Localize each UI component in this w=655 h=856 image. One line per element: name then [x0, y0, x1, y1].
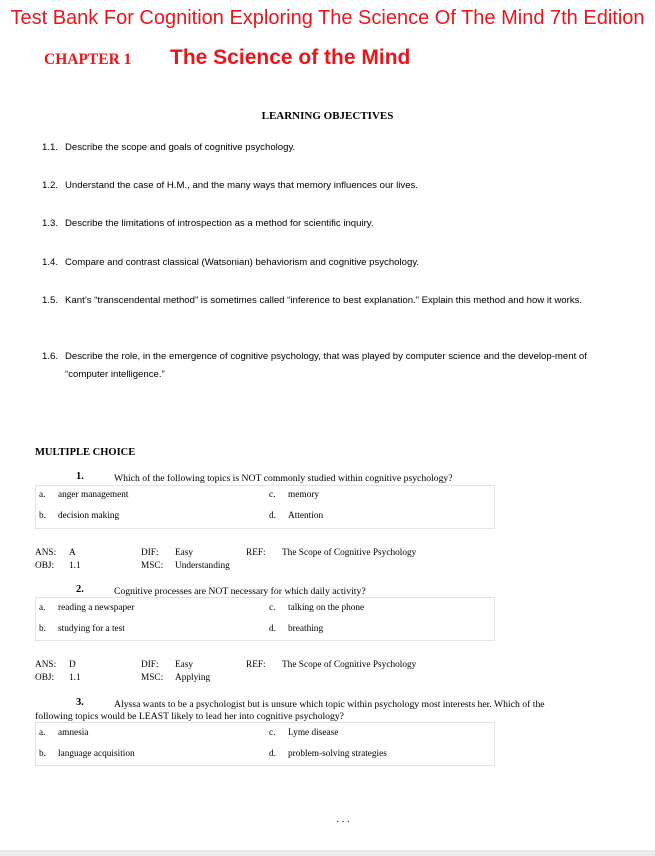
objective-item — [42, 215, 622, 233]
option-text: amnesia — [58, 728, 89, 738]
chapter-label: CHAPTER 1 — [44, 51, 132, 68]
option-letter: a. — [39, 490, 46, 500]
question-text: Cognitive processes are NOT necessary for which daily activity? — [114, 586, 366, 597]
question-text: Which of the following topics is NOT commonly studied within cognitive psychology? — [114, 473, 453, 484]
reference-label: REF: — [246, 660, 266, 670]
msc-value: Understanding — [175, 561, 230, 571]
reference-value: The Scope of Cognitive Psychology — [282, 548, 417, 558]
objective-text: Kant’s “transcendental method” is sometimes called “inference to best explanation.” Explain this method and how it works. — [65, 295, 583, 306]
objective-label: OBJ: — [35, 561, 55, 571]
objective-number: 1.1. — [42, 142, 59, 153]
objective-text: Describe the role, in the emergence of cognitive psychology, that was played by computer science and the develop-ment of “computer intelligence.” — [65, 351, 587, 380]
option-letter: a. — [39, 728, 46, 738]
objective-item — [42, 139, 622, 157]
difficulty-label: DIF: — [141, 660, 159, 670]
learning-objectives-heading: LEARNING OBJECTIVES — [261, 110, 394, 122]
objective-number: 1.4. — [42, 257, 59, 268]
msc-label: MSC: — [141, 561, 164, 571]
option-letter: d. — [269, 511, 276, 521]
objective-item — [42, 177, 622, 195]
objective-number: 1.5. — [42, 295, 59, 306]
difficulty-value: Easy — [175, 548, 194, 558]
answer-label: ANS: — [35, 660, 57, 670]
objective-number: 1.6. — [42, 351, 59, 362]
msc-label: MSC: — [141, 673, 164, 683]
answer-value: D — [69, 660, 76, 670]
option-text: studying for a test — [58, 624, 125, 634]
option-text: decision making — [58, 511, 120, 521]
objective-number: 1.3. — [42, 218, 59, 229]
msc-value: Applying — [175, 673, 211, 683]
option-letter: c. — [269, 490, 276, 500]
objective-number: 1.2. — [42, 180, 59, 191]
objective-item — [42, 348, 622, 384]
question-text-line-2: following topics would be LEAST likely to lead her into cognitive psychology? — [35, 711, 344, 722]
objective-value: 1.1 — [69, 673, 81, 683]
option-letter: b. — [39, 511, 46, 521]
option-letter: b. — [39, 624, 46, 634]
option-text: Lyme disease — [288, 728, 339, 738]
document-banner-title: Test Bank For Cognition Exploring The Science Of The Mind 7th Edition — [10, 7, 645, 29]
option-text: talking on the phone — [288, 603, 365, 613]
objective-item — [42, 292, 622, 310]
option-letter: a. — [39, 603, 46, 613]
option-text: reading a newspaper — [58, 603, 135, 613]
option-text: Attention — [288, 511, 324, 521]
question-number: 2. — [76, 584, 84, 595]
chapter-title: The Science of the Mind — [170, 46, 411, 69]
multiple-choice-heading: MULTIPLE CHOICE — [35, 447, 136, 458]
reference-value: The Scope of Cognitive Psychology — [282, 660, 417, 670]
option-letter: d. — [269, 624, 276, 634]
objective-text: Understand the case of H.M., and the many ways that memory influences our lives. — [65, 180, 419, 191]
option-text: breathing — [288, 624, 324, 634]
answer-label: ANS: — [35, 548, 57, 558]
page-number-fragment-decoration: · · · — [336, 817, 350, 828]
difficulty-label: DIF: — [141, 548, 159, 558]
question-text-line-1: Alyssa wants to be a psychologist but is unsure which topic within psychology most interests her. Which of the — [114, 699, 545, 710]
question-number: 1. — [76, 471, 84, 482]
question-number: 3. — [76, 697, 84, 708]
option-text: language acquisition — [58, 749, 135, 759]
option-letter: d. — [269, 749, 276, 759]
option-letter: b. — [39, 749, 46, 759]
option-text: anger management — [58, 490, 129, 500]
options-box — [35, 722, 495, 766]
objective-text: Compare and contrast classical (Watsonian) behaviorism and cognitive psychology. — [65, 257, 420, 268]
objective-text: Describe the scope and goals of cognitive psychology. — [65, 142, 296, 153]
option-letter: c. — [269, 728, 276, 738]
answer-value: A — [69, 548, 76, 558]
option-text: problem-solving strategies — [288, 749, 387, 759]
objective-item — [42, 254, 622, 272]
option-text: memory — [288, 490, 319, 500]
objective-label: OBJ: — [35, 673, 55, 683]
difficulty-value: Easy — [175, 660, 194, 670]
reference-label: REF: — [246, 548, 266, 558]
page-bottom-edge — [0, 850, 655, 856]
objective-value: 1.1 — [69, 561, 81, 571]
option-letter: c. — [269, 603, 276, 613]
objective-text: Describe the limitations of introspection as a method for scientific inquiry. — [65, 218, 374, 229]
